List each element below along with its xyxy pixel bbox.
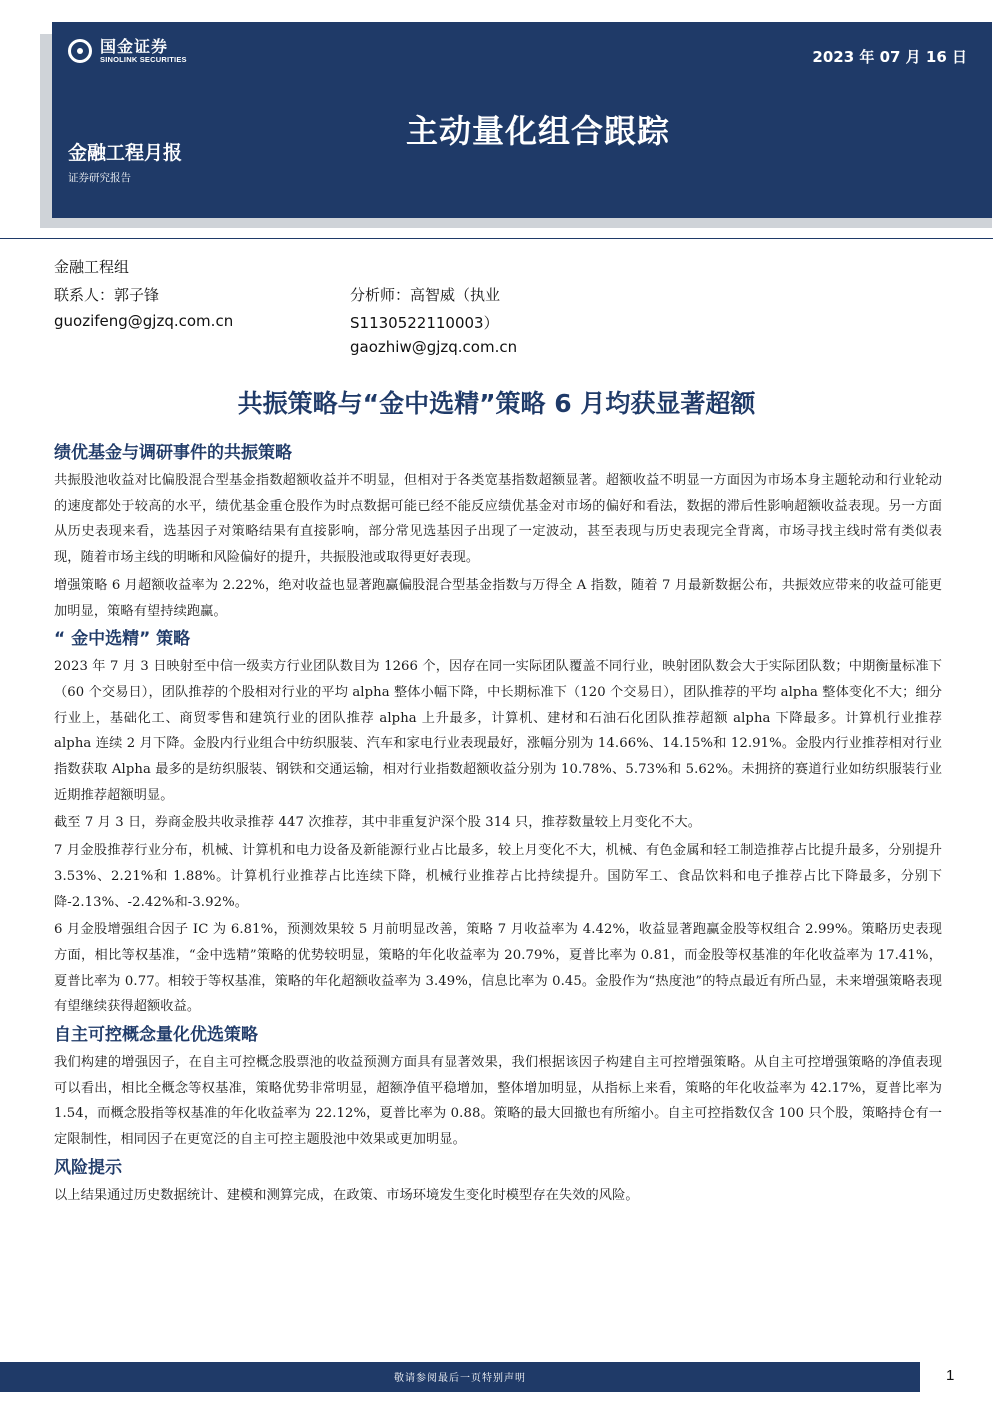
logo-circle-icon	[68, 39, 92, 63]
contact-email[interactable]: guozifeng@gjzq.com.cn	[54, 312, 234, 330]
research-group: 金融工程组	[54, 258, 130, 276]
report-body	[54, 440, 942, 1211]
section-title-resonance: 绩优基金与调研事件的共振策略	[54, 443, 292, 463]
header-divider	[0, 238, 993, 239]
section-title-self-control: 自主可控概念量化优选策略	[54, 1025, 258, 1046]
paragraph: 截至 7 月 3 日，券商金股共收录推荐 447 次推荐，其中非重复沪深个股 314 只，推荐数量较上月变化不大。	[54, 815, 702, 831]
paragraph: 6 月金股增强组合因子 IC 为 6.81%，预测效果较 5 月前明显改善，策略 7 月收益率为 4.42%，收益显著跑赢金股等权组合 2.99%。策略历史表现方面，相比等权基准，“金中选精”策略的优势较明显，策略的年化收益率为 20.79%，夏普比率为 0.81，而金股等权基准的年化收益率为 17.41%，夏普比率为 0.77。相较于等权基准，策略的年化超额收益率为 3.49%，信息比率为 0.45。金股作为“热度池”的特点最近有所凸显，未来增强策略表现有望继续获得超额收益。	[54, 922, 942, 1015]
paragraph: 7 月金股推荐行业分布，机械、计算机和电力设备及新能源行业占比最多，较上月变化不大，机械、有色金属和轻工制造推荐占比提升最多，分别提升 3.53%、2.21%和 1.88%。计算机行业推荐占比连续下降，机械行业推荐占比持续提升。国防军工、食品饮料和电子推荐占比下降最多，分别下降-2.13%、-2.42%和-3.92%。	[54, 843, 942, 910]
brand-logo	[68, 36, 187, 66]
report-subtype: 证券研究报告	[68, 172, 131, 184]
paragraph: 增强策略 6 月超额收益率为 2.22%，绝对收益也显著跑赢偏股混合型基金指数与万得全 A 指数，随着 7 月最新数据公布，共振效应带来的收益可能更加明显，策略有望持续跑赢。	[54, 577, 942, 619]
section-title-risk: 风险提示	[54, 1157, 122, 1178]
paragraph: 以上结果通过历史数据统计、建模和测算完成，在政策、市场环境发生变化时模型存在失效的风险。	[54, 1187, 639, 1203]
paragraph: 2023 年 7 月 3 日映射至中信一级卖方行业团队数目为 1266 个，因存在同一实际团队覆盖不同行业，映射团队数会大于实际团队数；中期衡量标准下（60 个交易日），团队推荐的个股相对行业的平均 alpha 整体小幅下降，中长期标准下（120 个交易日），团队推荐的平均 alpha 整体变化不大；细分行业上，基础化工、商贸零售和建筑行业的团队推荐 alpha 上升最多，计算机、建材和石油石化团队推荐超额 alpha 下降最多。计算机行业推荐 alpha 连续 2 月下降。金股内行业组合中纺织服装、汽车和家电行业表现最好，涨幅分别为 14.66%、14.15%和 12.91%。金股内行业推荐相对行业指数获取 Alpha 最多的是纺织服装、钢铁和交通运输，相对行业指数超额收益分别为 10.78%、5.73%和 5.62%。未拥挤的赛道行业如纺织服装行业近期推荐超额明显。	[54, 659, 942, 803]
report-title: 主动量化组合跟踪	[406, 112, 671, 150]
report-headline: 共振策略与“金中选精”策略 6 月均获显著超额	[237, 389, 756, 418]
analyst-name: 分析师：高智威（执业	[350, 286, 501, 304]
logo-chinese-name: 国金证券	[100, 37, 169, 56]
contact-person: 联系人：郭子锋	[54, 286, 160, 304]
report-type: 金融工程月报	[68, 142, 183, 164]
section-title-gold-selection: “ 金中选精” 策略	[54, 629, 191, 650]
page-number: 1	[946, 1367, 955, 1384]
analyst-email[interactable]: gaozhiw@gjzq.com.cn	[350, 338, 518, 356]
logo-english-name: SINOLINK SECURITIES	[100, 55, 187, 64]
paragraph: 共振股池收益对比偏股混合型基金指数超额收益并不明显，但相对于各类宽基指数超额显著。超额收益不明显一方面因为市场本身主题轮动和行业轮动的速度都处于较高的水平，绩优基金重仓股作为时点数据可能已经不能反应绩优基金对市场的偏好和看法，数据的滞后性影响超额收益表现。另一方面从历史表现来看，选基因子对策略结果有直接影响，部分常见选基因子出现了一定波动，甚至表现与历史表现完全背离，市场寻找主线时常有类似表现，随着市场主线的明晰和风险偏好的提升，共振股池或取得更好表现。	[54, 473, 942, 566]
analyst-certificate: S1130522110003）	[350, 314, 499, 332]
paragraph: 我们构建的增强因子，在自主可控概念股票池的收益预测方面具有显著效果，我们根据该因子构建自主可控增强策略。从自主可控增强策略的净值表现可以看出，相比全概念等权基准，策略优势非常明显，超额净值平稳增加，整体增加明显，从指标上来看，策略的年化收益率为 42.17%，夏普比率为 1.54，而概念股指等权基准的年化收益率为 22.12%，夏普比率为 0.88。策略的最大回撤也有所缩小。自主可控指数仅含 100 只个股，策略持仓有一定限制性，相同因子在更宽泛的自主可控主题股池中效果或更加明显。	[54, 1055, 942, 1148]
report-date: 2023 年 07 月 16 日	[812, 48, 967, 66]
footer-notice: 敬请参阅最后一页特别声明	[394, 1373, 526, 1384]
